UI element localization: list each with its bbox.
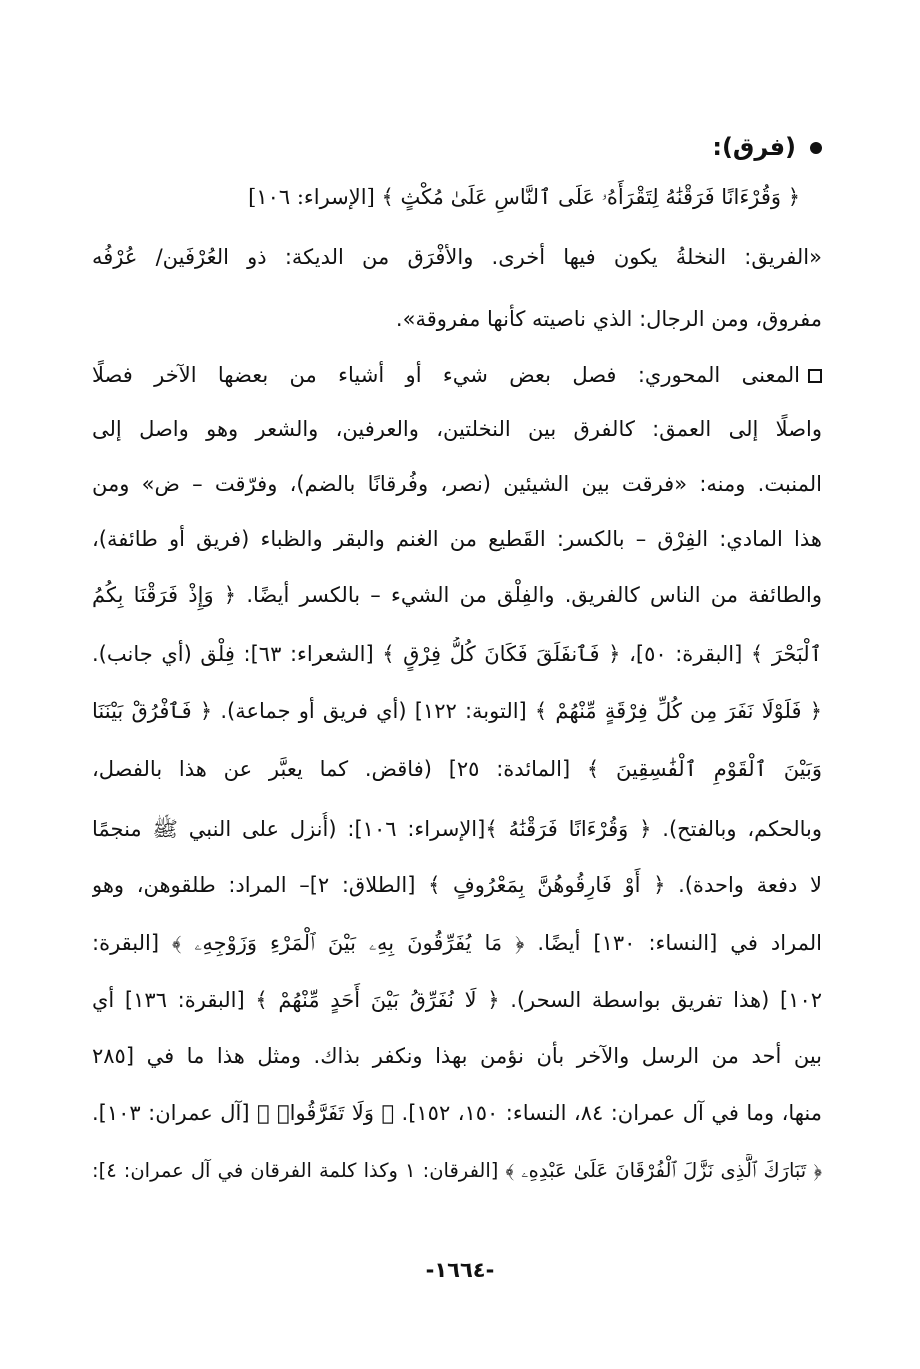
text-line: مفروق، ومن الرجال: الذي ناصيته كأنها مفروقة».: [395, 307, 822, 331]
text-line: المنبت. ومنه: «فرقت بين الشيئين (نصر، وفُرقانًا بالضم)، وفرّقت – ض» ومن: [92, 472, 822, 496]
text-line: وبالحكم، وبالفتح). ﴿ وَقُرْءَانًا فَرَقْنَٰهُ ﴾[الإسراء: ١٠٦]: (أُنزل على النبي ﷺ منجمًا: [92, 817, 822, 841]
page-number: -١٦٦٤-: [425, 1258, 495, 1282]
bullet-icon: [810, 142, 822, 154]
text-line: المعنى المحوري: فصل بعض شيء أو أشياء من بعضها الآخر فصلًا: [92, 363, 800, 387]
text-line: وَبَيْنَ ٱلْقَوْمِ ٱلْفَٰسِقِينَ ﴾ [المائدة: ٢٥] (فاقض. كما يعبَّر عن هذا بالفصل،: [92, 757, 822, 781]
heading-text: (فرق):: [712, 133, 796, 161]
core-meaning-line: [92, 358, 822, 392]
square-icon: [808, 369, 822, 383]
text-line: منها، وما في آل عمران: ٨٤، النساء: ١٥٠، ١٥٢]. ﴿ وَلَا تَفَرَّقُوا۟ ﴾ [آل عمران: ١٠٣].: [92, 1101, 822, 1125]
text-line: هذا المادي: الفِرْق – بالكسر: القَطيع من الغنم والبقر والظباء (فريق أو طائفة)،: [92, 527, 822, 551]
verse-line: ﴿ وَقُرْءَانًا فَرَقْنَٰهُ لِتَقْرَأَهُۥ عَلَى ٱلنَّاسِ عَلَىٰ مُكْثٍ ﴾ [الإسراء: ١٠٦]: [248, 185, 800, 209]
text-line: والطائفة من الناس كالفريق. والفِلْق من الشيء – بالكسر أيضًا. ﴿ وَإِذْ فَرَقْنَا بِكُمُ: [92, 583, 822, 607]
text-line: المراد في [النساء: ١٣٠] أيضًا. ﴿ مَا يُفَرِّقُونَ بِهِۦ بَيْنَ ٱلْمَرْءِ وَزَوْجِهِۦ ﴾ [البقرة:: [92, 931, 822, 955]
text-line: «الفريق: النخلةُ يكون فيها أخرى. والأفْرَق من الديكة: ذو العُرْفَين/ عُرْفُه: [92, 245, 822, 269]
entry-heading: [92, 130, 822, 164]
text-line: لا دفعة واحدة). ﴿ أَوْ فَارِقُوهُنَّ بِمَعْرُوفٍ ﴾ [الطلاق: ٢]– المراد: طلقوهن، وهو: [92, 873, 822, 897]
text-line: ٱلْبَحْرَ ﴾ [البقرة: ٥٠]، ﴿ فَٱنفَلَقَ فَكَانَ كُلُّ فِرْقٍ ﴾ [الشعراء: ٦٣]: فِلْق (أي جانب).: [92, 642, 822, 666]
text-line: بين أحد من الرسل والآخر بأن نؤمن بهذا ونكفر بذاك. ومثل هذا ما في [٢٨٥: [92, 1044, 822, 1068]
text-line: ﴿ فَلَوْلَا نَفَرَ مِن كُلِّ فِرْقَةٍ مِّنْهُمْ ﴾ [التوبة: ١٢٢] (أي فريق أو جماعة). ﴿ فَٱفْرُقْ بَيْنَنَا: [92, 699, 822, 723]
text-line: واصلًا إلى العمق: كالفرق بين النخلتين، والعرفين، والشعر وهو واصل إلى: [92, 417, 822, 441]
text-line: ﴿ تَبَارَكَ ٱلَّذِى نَزَّلَ ٱلْفُرْقَانَ عَلَىٰ عَبْدِهِۦ ﴾ [الفرقان: ١ وكذا كلمة الفرقان في آل عمران: ٤]:: [92, 1159, 822, 1182]
text-line: ١٠٢] (هذا تفريق بواسطة السحر). ﴿ لَا نُفَرِّقُ بَيْنَ أَحَدٍ مِّنْهُمْ ﴾ [البقرة: ١٣٦] أي: [92, 988, 822, 1012]
